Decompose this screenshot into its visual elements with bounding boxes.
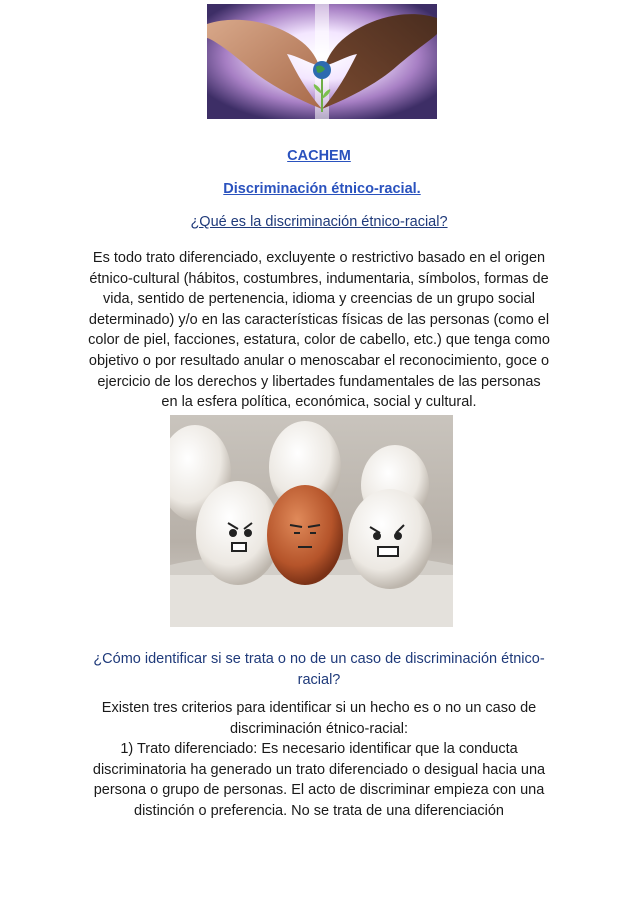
- subtitle-link[interactable]: Discriminación étnico-racial.: [223, 181, 421, 197]
- question-heading-1: ¿Qué es la discriminación étnico-racial?: [190, 214, 448, 230]
- eggs-photo: [170, 415, 453, 627]
- criterion-1-paragraph: [86, 739, 552, 821]
- question-heading-2: ¿Cómo identificar si se trata o no de un caso de discriminación étnico-racial?: [93, 651, 545, 688]
- definition-text: Es todo trato diferenciado, excluyente o restrictivo basado en el origen étnico-cultural (hábitos, costumbres, indumentaria, símbolos, formas de vida, sentido de pertenencia, idioma y creencias de un grupo social determinado) y/o en las características físicas de las personas (como el color de piel, facciones, estatura, color de cabello, etc.) que tenga como objetivo o por resultado anular o menoscabar el reconocimiento, goce o ejercicio de los derechos y libertades fundamentales de las personas en la esfera política, económica, social y cultural.: [88, 250, 550, 411]
- criteria-intro-text: Existen tres criterios para identificar si un hecho es o no un caso de discriminación étnico-racial:: [101, 700, 537, 737]
- definition-paragraph: [88, 248, 550, 413]
- criterion-1-text: 1) Trato diferenciado: Es necesario identificar que la conducta discriminatoria ha generado un trato diferenciado o desigual hacia una persona o grupo de personas. El acto de discriminar empieza con una distinción o preferencia. No se trata de una diferenciación: [92, 741, 546, 819]
- criteria-intro-paragraph: [86, 698, 552, 739]
- hands-heart-image: [207, 4, 437, 119]
- heading-cachem[interactable]: CACHEM: [287, 148, 351, 164]
